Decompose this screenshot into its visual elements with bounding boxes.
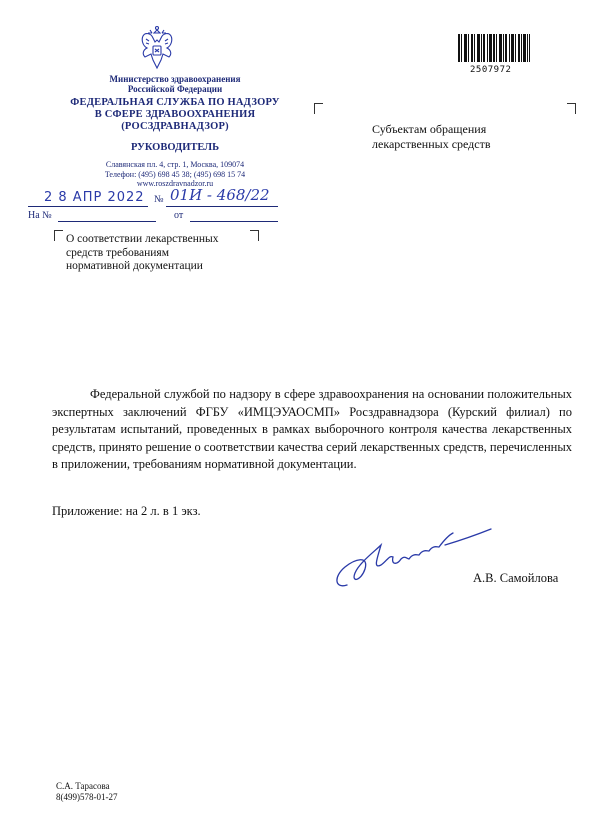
- recipient-bracket-left: [314, 103, 323, 114]
- agency-line-2: В СФЕРЕ ЗДРАВООХРАНЕНИЯ: [94, 109, 256, 120]
- attachment-note: Приложение: на 2 л. в 1 экз.: [52, 504, 201, 518]
- subject-line-2: средств требованиям: [66, 246, 169, 259]
- agency-line-1: ФЕДЕРАЛЬНАЯ СЛУЖБА ПО НАДЗОРУ: [70, 97, 280, 108]
- reference-label: На №: [28, 210, 52, 221]
- executor-info: [56, 781, 118, 803]
- from-underline: [190, 221, 278, 222]
- from-label: от: [174, 210, 184, 221]
- subject-line-1: О соответствии лекарственных: [66, 233, 219, 245]
- subject-text: [66, 233, 266, 274]
- number-label: №: [154, 194, 164, 205]
- ministry-line-1: Министерство здравоохранения: [109, 74, 241, 84]
- agency-name: [60, 97, 290, 133]
- ministry-line-2: Российской Федерации: [127, 84, 223, 94]
- number-underline: [166, 206, 278, 207]
- reference-underline: [58, 221, 156, 222]
- role-title: РУКОВОДИТЕЛЬ: [130, 142, 220, 153]
- agency-contacts: [60, 160, 290, 189]
- recipient-line-1: Субъектам обращения: [372, 122, 487, 136]
- agency-phone: Телефон: (495) 698 45 38; (495) 698 15 74: [104, 169, 246, 179]
- subject-line-3: нормативной документации: [66, 260, 203, 272]
- barcode-icon: [458, 34, 530, 62]
- signer-name: А.В. Самойлова: [473, 571, 559, 585]
- agency-address: Славянская пл. 4, стр. 1, Москва, 109074: [105, 160, 245, 169]
- agency-website: www.roszdravnadzor.ru: [136, 179, 214, 188]
- barcode-number: 2507972: [470, 65, 512, 75]
- date-stamp: 2 8 АПР 2022: [44, 190, 145, 205]
- subject-bracket-left: [54, 230, 63, 241]
- recipient: [372, 122, 572, 152]
- recipient-bracket-right: [567, 103, 576, 114]
- date-underline: [28, 206, 148, 207]
- ministry-name: [60, 74, 290, 94]
- recipient-line-2: лекарственных средств: [372, 137, 491, 151]
- executor-name: С.А. Тарасова: [56, 781, 110, 791]
- coat-of-arms-emblem-icon: [133, 24, 181, 72]
- letter-body-paragraph: Федеральной службой по надзору в сфере здравоохранения на основании положительных экспертных заключений ФГБУ «ИМЦЭУАОСМП» Росздравнадзора (Курский филиал) по результатам испытаний, проведенных в рамках выборочного контроля качества лекарственных средств, принято решение о соответствии качества серий лекарственных средств, перечисленных в приложении, требованиям нормативной документации.: [52, 387, 572, 472]
- handwritten-number: 01И - 468/22: [170, 186, 270, 204]
- agency-line-3: (РОСЗДРАВНАДЗОР): [121, 121, 229, 132]
- executor-phone: 8(499)578-01-27: [56, 792, 118, 802]
- handwritten-signature: [325, 525, 495, 595]
